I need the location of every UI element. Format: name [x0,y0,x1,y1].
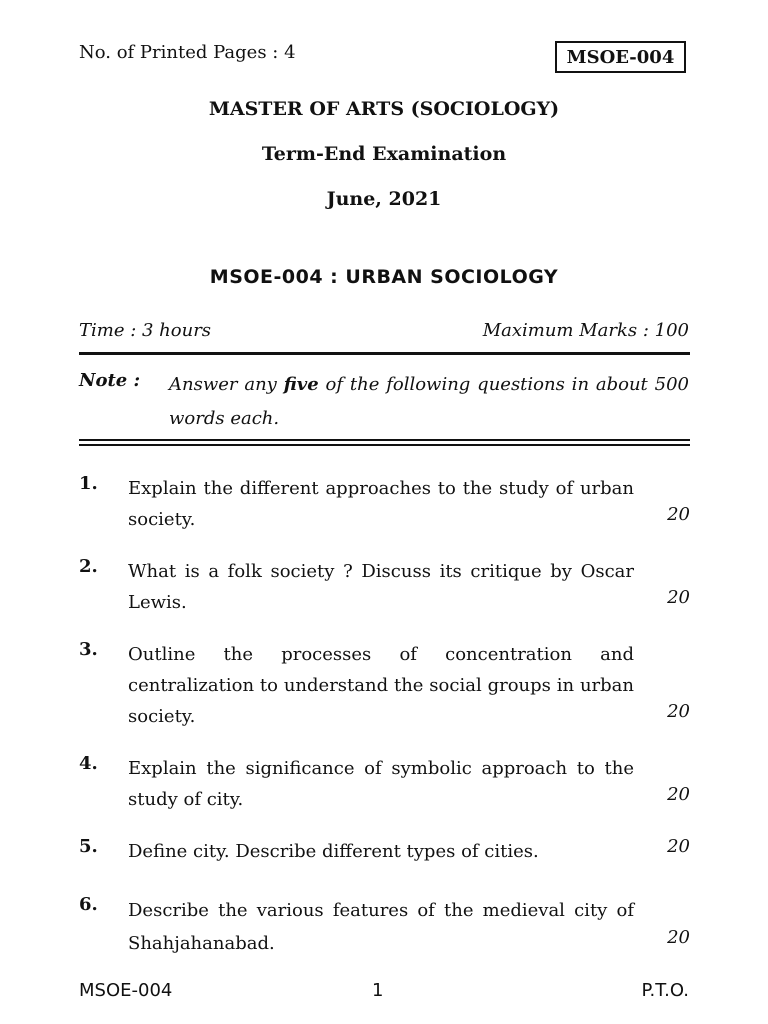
degree-title: MASTER OF ARTS (SOCIOLOGY) [208,98,560,120]
question-number: 5. [79,836,98,857]
question-marks: 20 [667,701,690,722]
question-number: 1. [79,473,98,494]
note-label: Note : [79,370,141,391]
footer-page-number: 1 [372,980,384,1001]
question-number: 3. [79,639,98,660]
paper-code-box: MSOE-004 [555,41,686,73]
course-title: MSOE-004 : URBAN SOCIOLOGY [209,266,559,288]
note-text-before: Answer any [169,374,284,395]
time-allowed: Time : 3 hours [79,320,212,341]
printed-pages-count: No. of Printed Pages : 4 [79,42,296,63]
question-marks: 20 [667,784,690,805]
question-text: Describe the various features of the medieval city of Shahjahanabad. [128,900,634,954]
note-text [169,368,689,436]
double-rule-bottom [79,444,690,446]
question-text: Define city. Describe different types of cities. [128,841,539,862]
note-text-after: of the following questions in about 500 words each. [169,374,689,429]
exam-session: June, 2021 [326,188,442,210]
question-text: What is a folk society ? Discuss its critique by Oscar Lewis. [128,561,634,613]
double-rule-top [79,439,690,441]
question-marks: 20 [667,587,690,608]
question-number: 4. [79,753,98,774]
question-text: Explain the significance of symbolic approach to the study of city. [128,758,634,810]
question-marks: 20 [667,504,690,525]
question-marks: 20 [667,836,690,857]
question-marks: 20 [667,927,690,948]
question-number: 6. [79,894,98,915]
footer-pto: P.T.O. [641,980,689,1001]
footer-paper-code: MSOE-004 [79,980,173,1001]
maximum-marks: Maximum Marks : 100 [482,320,689,341]
note-emphasis: five [283,374,319,395]
divider-rule [79,352,690,355]
question-text: Outline the processes of concentration and centralization to understand the social groups in urban society. [128,644,634,727]
question-number: 2. [79,556,98,577]
question-text: Explain the different approaches to the study of urban society. [128,478,634,530]
exam-title: Term-End Examination [261,143,507,165]
